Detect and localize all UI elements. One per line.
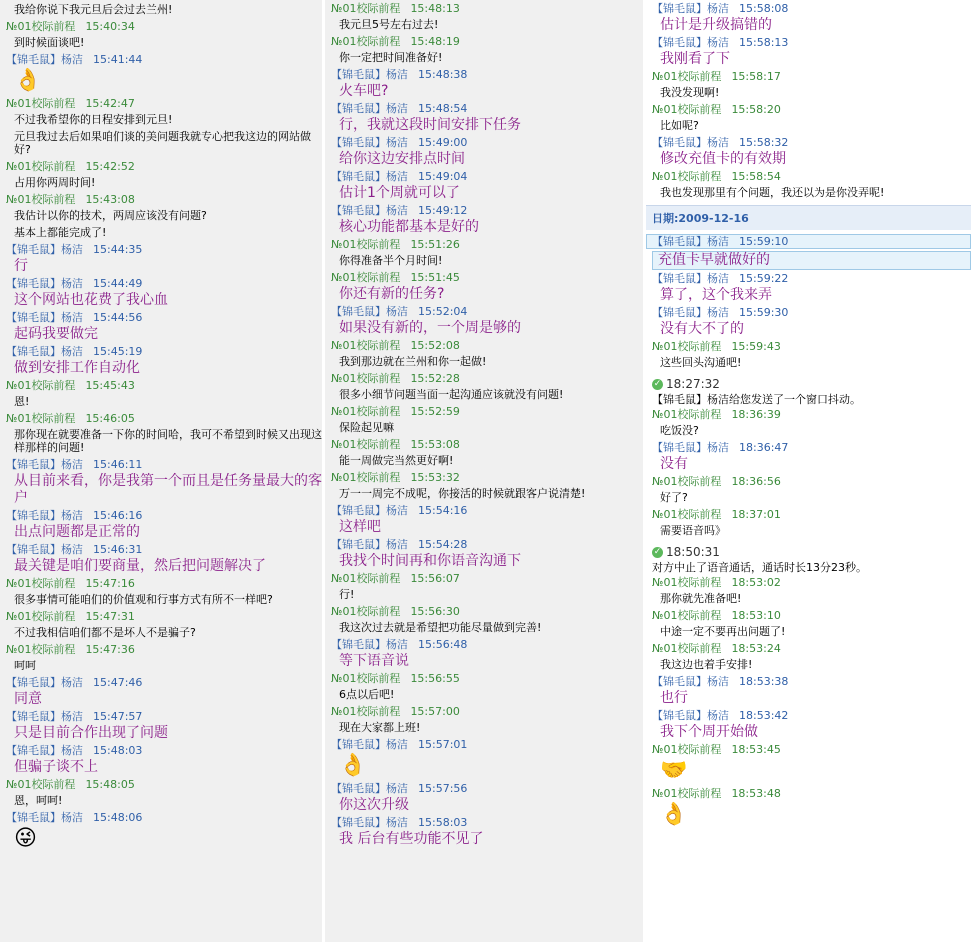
message-time: 18:36:39 <box>731 408 781 421</box>
message-text: 保险起见嘛 <box>339 421 394 434</box>
sender-name[interactable]: №01校际前程 <box>652 508 722 521</box>
message-time: 15:58:32 <box>739 136 789 149</box>
message-time: 15:52:04 <box>418 305 468 318</box>
message-text: 需要语音吗》 <box>660 524 726 537</box>
message-header <box>331 605 643 618</box>
sender-name[interactable]: №01校际前程 <box>652 475 722 488</box>
sender-name[interactable]: №01校际前程 <box>652 170 722 183</box>
message-time: 18:53:02 <box>731 576 781 589</box>
message-time: 15:56:07 <box>410 572 460 585</box>
message-header <box>331 816 643 829</box>
message-header <box>652 743 971 756</box>
message-header <box>331 204 643 217</box>
system-time-text: 18:50:31 <box>666 545 720 559</box>
system-time <box>652 545 971 559</box>
message-text: 我这次过去就是希望把功能尽量做到完善! <box>339 621 542 634</box>
message-header <box>6 311 322 324</box>
message-time: 15:52:08 <box>410 339 460 352</box>
message-text: 我到那边就在兰州和你一起做! <box>339 355 487 368</box>
message-header <box>652 642 971 655</box>
sender-name[interactable]: №01校际前程 <box>652 787 722 800</box>
message-header <box>652 609 971 622</box>
message-header <box>652 508 971 521</box>
message-text: 这样吧 <box>339 519 381 535</box>
message-time: 15:45:19 <box>93 345 143 358</box>
message-text: 估计1个周就可以了 <box>339 185 460 201</box>
emoticon-icon: 🤝 <box>660 758 688 783</box>
message-time: 18:37:01 <box>731 508 781 521</box>
sender-name[interactable]: 【锦毛鼠】杨洁 <box>6 509 83 522</box>
message-header <box>652 2 971 15</box>
sender-name[interactable]: 【锦毛鼠】杨洁 <box>331 170 408 183</box>
system-time <box>652 377 971 391</box>
message-text: 现在大家都上班! <box>339 721 421 734</box>
message-time: 15:54:28 <box>418 538 468 551</box>
message-text: 6点以后吧! <box>339 688 395 701</box>
message-time: 15:48:54 <box>418 102 468 115</box>
message-header <box>331 372 643 385</box>
message-header <box>6 412 322 425</box>
message-header <box>6 379 322 392</box>
system-time-text: 18:27:32 <box>666 377 720 391</box>
message-text: 中途一定不要再出问题了! <box>660 625 786 638</box>
message-time: 18:53:10 <box>731 609 781 622</box>
message-header <box>331 35 643 48</box>
sender-name[interactable]: №01校际前程 <box>331 605 401 618</box>
message-text: 估计是升级搞错的 <box>660 17 772 33</box>
message-text: 行! <box>339 588 355 601</box>
sender-name[interactable]: 【锦毛鼠】杨洁 <box>652 709 729 722</box>
message-time: 15:52:59 <box>410 405 460 418</box>
sender-name[interactable]: 【锦毛鼠】杨洁 <box>331 68 408 81</box>
message-header <box>331 738 643 751</box>
sender-name[interactable]: 【锦毛鼠】杨洁 <box>6 243 83 256</box>
message-text: 这个网站也花费了我心血 <box>14 292 168 308</box>
message-time: 15:59:30 <box>739 306 789 319</box>
message-text: 算了，这个我来弄 <box>660 287 772 303</box>
message-text: 我给你说下我元旦后会过去兰州! <box>14 3 173 16</box>
date-separator: 日期:2009-12-16 <box>646 205 971 230</box>
system-message: 对方中止了语音通话，通话时长13分23秒。 <box>652 561 867 574</box>
message-header <box>652 36 971 49</box>
sender-name[interactable]: 【锦毛鼠】杨洁 <box>331 305 408 318</box>
sender-name[interactable]: 【锦毛鼠】杨洁 <box>652 441 729 454</box>
message-header <box>6 577 322 590</box>
message-text: 元旦我过去后如果咱们谈的美问题我就专心把我这边的网站做好? <box>14 130 311 156</box>
message-text: 也行 <box>660 690 688 706</box>
message-text: 出点问题都是正常的 <box>14 524 140 540</box>
message-time: 15:58:17 <box>731 70 781 83</box>
message-text: 我找个时间再和你语音沟通下 <box>339 553 521 569</box>
message-time: 15:51:26 <box>410 238 460 251</box>
chat-column-1 <box>0 0 322 942</box>
message-header <box>331 572 643 585</box>
message-header <box>652 103 971 116</box>
message-header <box>331 672 643 685</box>
message-text: 我没发现啊! <box>660 86 720 99</box>
message-time: 18:53:45 <box>731 743 781 756</box>
message-header <box>331 471 643 484</box>
sender-name[interactable]: №01校际前程 <box>331 438 401 451</box>
message-header <box>652 408 971 421</box>
message-header <box>331 782 643 795</box>
message-text: 我 后台有些功能不见了 <box>339 831 484 847</box>
message-text: 不过我希望你的日程安排到元旦! <box>14 113 173 126</box>
message-header <box>331 538 643 551</box>
message-header <box>652 340 971 353</box>
sender-name[interactable]: 【锦毛鼠】杨洁 <box>652 136 729 149</box>
message-header <box>646 234 971 249</box>
chat-column-3 <box>646 0 971 942</box>
message-text: 那你现在就要准备一下你的时间哈，我可不希望到时候又出现这样那样的问题! <box>14 428 322 454</box>
sender-name[interactable]: №01校际前程 <box>331 672 401 685</box>
message-text: 到时候面谈吧! <box>14 36 85 49</box>
message-header <box>652 787 971 800</box>
message-header <box>6 676 322 689</box>
sender-name[interactable]: №01校际前程 <box>6 412 76 425</box>
message-text: 我也发现那里有个问题，我还以为是你没弄呢! <box>660 186 885 199</box>
sender-name[interactable]: 【锦毛鼠】杨洁 <box>6 543 83 556</box>
message-time: 15:42:52 <box>85 160 135 173</box>
message-time: 15:48:06 <box>93 811 143 824</box>
sender-name[interactable]: 【锦毛鼠】杨洁 <box>6 458 83 471</box>
message-text: 你还有新的任务? <box>339 286 445 302</box>
message-text: 这些回头沟通吧! <box>660 356 742 369</box>
message-text: 占用你两周时间! <box>14 176 96 189</box>
message-text: 充值卡早就做好的 <box>652 251 971 270</box>
message-text: 很多事情可能咱们的价值观和行事方式有所不一样吧? <box>14 593 273 606</box>
message-text: 没有 <box>660 456 688 472</box>
sender-name[interactable]: №01校际前程 <box>652 103 722 116</box>
message-time: 15:59:43 <box>731 340 781 353</box>
message-text: 能一周做完当然更好啊! <box>339 454 454 467</box>
sender-name[interactable]: №01校际前程 <box>652 743 722 756</box>
message-time: 15:49:00 <box>418 136 468 149</box>
sender-name[interactable]: 【锦毛鼠】杨洁 <box>652 306 729 319</box>
sender-name[interactable]: №01校际前程 <box>652 609 722 622</box>
message-time: 18:53:38 <box>739 675 789 688</box>
message-time: 15:47:16 <box>85 577 135 590</box>
message-header <box>652 576 971 589</box>
message-time: 15:46:16 <box>93 509 143 522</box>
message-text: 恩! <box>14 395 30 408</box>
message-text: 很多小细节问题当面一起沟通应该就没有问题! <box>339 388 564 401</box>
message-header <box>652 675 971 688</box>
emoticon-icon: 😜 <box>14 826 37 851</box>
message-time: 15:59:10 <box>739 235 789 248</box>
message-time: 15:56:48 <box>418 638 468 651</box>
system-message: 【锦毛鼠】杨洁给您发送了一个窗口抖动。 <box>652 393 861 406</box>
message-text: 做到安排工作自动化 <box>14 360 140 376</box>
message-text: 从目前来看，你是我第一个而且是任务量最大的客户 <box>14 473 322 506</box>
sender-name[interactable]: №01校际前程 <box>331 372 401 385</box>
sender-name[interactable]: 【锦毛鼠】杨洁 <box>6 311 83 324</box>
sender-name[interactable]: 【锦毛鼠】杨洁 <box>652 235 729 248</box>
message-time: 15:59:22 <box>739 272 789 285</box>
sender-name[interactable]: №01校际前程 <box>331 572 401 585</box>
message-time: 15:58:08 <box>739 2 789 15</box>
sender-name[interactable]: 【锦毛鼠】杨洁 <box>331 816 408 829</box>
message-header <box>6 744 322 757</box>
message-text: 行，我就这段时间安排下任务 <box>339 117 521 133</box>
message-text: 修改充值卡的有效期 <box>660 151 786 167</box>
message-text: 等下语音说 <box>339 653 409 669</box>
message-header <box>652 441 971 454</box>
message-header <box>331 68 643 81</box>
message-header <box>6 643 322 656</box>
message-header <box>6 710 322 723</box>
message-text: 我元旦5号左右过去! <box>339 18 439 31</box>
message-header <box>6 160 322 173</box>
sender-name[interactable]: 【锦毛鼠】杨洁 <box>6 277 83 290</box>
sender-name[interactable]: 【锦毛鼠】杨洁 <box>652 36 729 49</box>
message-header <box>652 272 971 285</box>
message-text: 万一一周完不成呢，你接活的时候就跟客户说清楚! <box>339 487 586 500</box>
sender-name[interactable]: №01校际前程 <box>6 379 76 392</box>
message-header <box>6 811 322 824</box>
message-time: 15:42:47 <box>85 97 135 110</box>
message-header <box>6 509 322 522</box>
message-header <box>6 543 322 556</box>
message-text: 行 <box>14 258 28 274</box>
message-time: 15:49:04 <box>418 170 468 183</box>
message-time: 15:45:43 <box>85 379 135 392</box>
sender-name[interactable]: №01校际前程 <box>652 576 722 589</box>
message-time: 18:36:56 <box>731 475 781 488</box>
message-text: 我这边也着手安排! <box>660 658 753 671</box>
emoticon-icon: 👌 <box>339 753 367 778</box>
sender-name[interactable]: 【锦毛鼠】杨洁 <box>331 204 408 217</box>
message-header <box>6 345 322 358</box>
message-text: 不过我相信咱们都不是坏人不是骗子? <box>14 626 196 639</box>
message-header <box>331 136 643 149</box>
sender-name[interactable]: 【锦毛鼠】杨洁 <box>6 53 83 66</box>
sender-name[interactable]: №01校际前程 <box>6 193 76 206</box>
message-text: 吃饭没? <box>660 424 699 437</box>
message-text: 我下个周开始做 <box>660 724 758 740</box>
sender-name[interactable]: 【锦毛鼠】杨洁 <box>6 811 83 824</box>
message-time: 15:56:55 <box>410 672 460 685</box>
sender-name[interactable]: 【锦毛鼠】杨洁 <box>331 504 408 517</box>
message-time: 15:46:11 <box>93 458 143 471</box>
message-time: 15:58:54 <box>731 170 781 183</box>
message-header <box>6 243 322 256</box>
chat-column-2 <box>325 0 643 942</box>
message-header <box>652 170 971 183</box>
sender-name[interactable]: №01校际前程 <box>652 408 722 421</box>
message-header <box>6 610 322 623</box>
message-header <box>652 136 971 149</box>
sender-name[interactable]: 【锦毛鼠】杨洁 <box>652 2 729 15</box>
message-header <box>6 277 322 290</box>
message-text: 只是目前合作出现了问题 <box>14 725 168 741</box>
sender-name[interactable]: 【锦毛鼠】杨洁 <box>652 272 729 285</box>
message-text: 那你就先准备吧! <box>660 592 742 605</box>
sender-name[interactable]: №01校际前程 <box>6 20 76 33</box>
message-time: 15:58:20 <box>731 103 781 116</box>
message-text: 基本上都能完成了! <box>14 226 107 239</box>
message-time: 15:41:44 <box>93 53 143 66</box>
message-time: 15:48:19 <box>410 35 460 48</box>
message-header <box>331 2 643 15</box>
message-header <box>331 271 643 284</box>
sender-name[interactable]: №01校际前程 <box>6 610 76 623</box>
message-time: 15:44:56 <box>93 311 143 324</box>
sender-name[interactable]: 【锦毛鼠】杨洁 <box>331 738 408 751</box>
message-text: 恩，呵呵! <box>14 794 63 807</box>
sender-name[interactable]: №01校际前程 <box>6 778 76 791</box>
message-time: 18:53:24 <box>731 642 781 655</box>
message-header <box>331 102 643 115</box>
message-time: 15:52:28 <box>410 372 460 385</box>
sender-name[interactable]: №01校际前程 <box>6 97 76 110</box>
message-text: 你一定把时间准备好! <box>339 51 443 64</box>
message-header <box>331 638 643 651</box>
message-text: 同意 <box>14 691 42 707</box>
message-time: 15:44:49 <box>93 277 143 290</box>
emoticon-icon: 👌 <box>14 68 42 93</box>
message-text: 最关键是咱们要商量，然后把问题解决了 <box>14 558 266 574</box>
message-text: 你这次升级 <box>339 797 409 813</box>
message-time: 15:47:57 <box>93 710 143 723</box>
message-text: 你得准备半个月时间! <box>339 254 443 267</box>
message-text: 没有大不了的 <box>660 321 744 337</box>
sender-name[interactable]: №01校际前程 <box>6 577 76 590</box>
message-text: 给你这边安排点时间 <box>339 151 465 167</box>
sender-name[interactable]: №01校际前程 <box>331 339 401 352</box>
sender-name[interactable]: 【锦毛鼠】杨洁 <box>331 136 408 149</box>
message-header <box>652 709 971 722</box>
message-header <box>331 238 643 251</box>
emoticon-icon: 👌 <box>660 802 688 827</box>
message-header <box>331 705 643 718</box>
sender-name[interactable]: 【锦毛鼠】杨洁 <box>6 345 83 358</box>
sender-name[interactable]: 【锦毛鼠】杨洁 <box>331 782 408 795</box>
message-text: 好了? <box>660 491 688 504</box>
sender-name[interactable]: №01校际前程 <box>6 643 76 656</box>
message-header <box>6 193 322 206</box>
message-header <box>652 306 971 319</box>
green-check-icon: ✓ <box>653 379 662 389</box>
sender-name[interactable]: №01校际前程 <box>331 271 401 284</box>
message-header <box>6 778 322 791</box>
sender-name[interactable]: №01校际前程 <box>331 2 401 15</box>
sender-name[interactable]: №01校际前程 <box>6 160 76 173</box>
sender-name[interactable]: 【锦毛鼠】杨洁 <box>6 676 83 689</box>
message-header <box>6 20 322 33</box>
message-text: 核心功能都基本是好的 <box>339 219 479 235</box>
message-time: 15:46:31 <box>93 543 143 556</box>
message-time: 15:46:05 <box>85 412 135 425</box>
sender-name[interactable]: №01校际前程 <box>652 340 722 353</box>
message-header <box>331 170 643 183</box>
message-header <box>652 70 971 83</box>
message-time: 15:48:05 <box>85 778 135 791</box>
message-time: 15:48:13 <box>410 2 460 15</box>
sender-name[interactable]: 【锦毛鼠】杨洁 <box>331 538 408 551</box>
message-time: 18:36:47 <box>739 441 789 454</box>
sender-name[interactable]: №01校际前程 <box>331 238 401 251</box>
message-header <box>331 305 643 318</box>
message-time: 15:48:03 <box>93 744 143 757</box>
sender-name[interactable]: 【锦毛鼠】杨洁 <box>6 744 83 757</box>
message-time: 15:56:30 <box>410 605 460 618</box>
message-time: 18:53:48 <box>731 787 781 800</box>
message-time: 15:53:32 <box>410 471 460 484</box>
message-text: 起码我要做完 <box>14 326 98 342</box>
message-time: 15:57:56 <box>418 782 468 795</box>
sender-name[interactable]: №01校际前程 <box>331 471 401 484</box>
sender-name[interactable]: №01校际前程 <box>331 405 401 418</box>
sender-name[interactable]: 【锦毛鼠】杨洁 <box>6 710 83 723</box>
message-header <box>6 458 322 471</box>
message-header <box>331 504 643 517</box>
message-text: 如果没有新的，一个周是够的 <box>339 320 521 336</box>
message-time: 15:40:34 <box>85 20 135 33</box>
message-text: 但骗子谈不上 <box>14 759 98 775</box>
message-time: 15:51:45 <box>410 271 460 284</box>
message-header <box>6 97 322 110</box>
message-time: 15:57:00 <box>410 705 460 718</box>
sender-name[interactable]: №01校际前程 <box>331 35 401 48</box>
message-text: 呵呵 <box>14 659 36 672</box>
message-time: 15:43:08 <box>85 193 135 206</box>
message-time: 15:47:36 <box>85 643 135 656</box>
message-text: 火车吧? <box>339 83 389 99</box>
message-text: 我估计以你的技术，两周应该没有问题? <box>14 209 207 222</box>
message-header <box>6 53 322 66</box>
message-time: 15:53:08 <box>410 438 460 451</box>
message-time: 15:47:31 <box>85 610 135 623</box>
sender-name[interactable]: №01校际前程 <box>652 642 722 655</box>
sender-name[interactable]: №01校际前程 <box>652 70 722 83</box>
message-text: 我刚看了下 <box>660 51 730 67</box>
message-header <box>331 405 643 418</box>
message-time: 15:49:12 <box>418 204 468 217</box>
message-text: 比如呢? <box>660 119 699 132</box>
message-header <box>331 339 643 352</box>
message-time: 15:54:16 <box>418 504 468 517</box>
message-time: 15:48:38 <box>418 68 468 81</box>
message-header <box>331 438 643 451</box>
green-check-icon: ✓ <box>653 547 662 557</box>
message-header <box>652 475 971 488</box>
message-time: 15:47:46 <box>93 676 143 689</box>
message-time: 15:58:13 <box>739 36 789 49</box>
sender-name[interactable]: 【锦毛鼠】杨洁 <box>331 102 408 115</box>
sender-name[interactable]: 【锦毛鼠】杨洁 <box>652 675 729 688</box>
message-time: 15:58:03 <box>418 816 468 829</box>
message-time: 18:53:42 <box>739 709 789 722</box>
sender-name[interactable]: 【锦毛鼠】杨洁 <box>331 638 408 651</box>
message-time: 15:57:01 <box>418 738 468 751</box>
message-time: 15:44:35 <box>93 243 143 256</box>
sender-name[interactable]: №01校际前程 <box>331 705 401 718</box>
